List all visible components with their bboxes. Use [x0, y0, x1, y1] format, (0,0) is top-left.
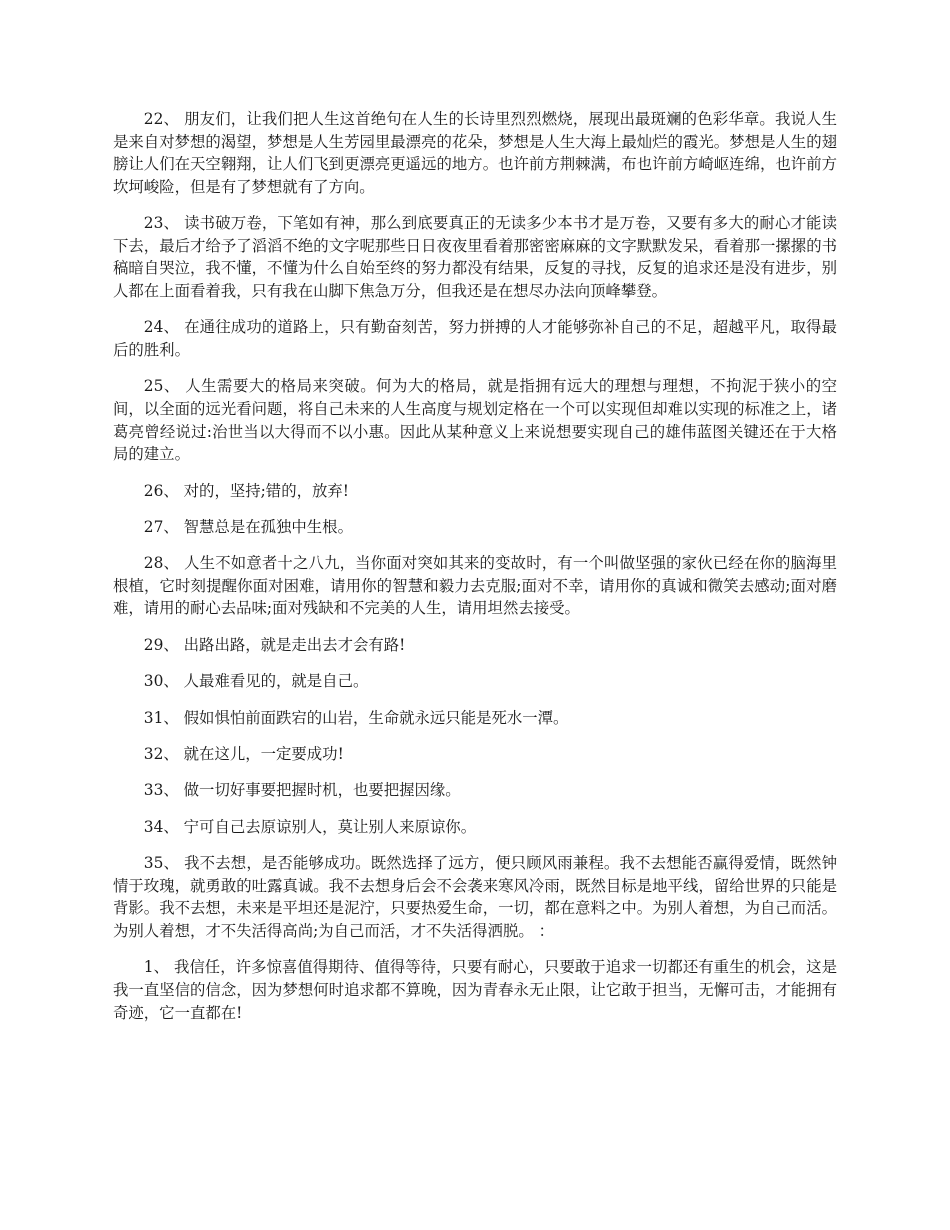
- paragraph-24: 24、 在通往成功的道路上，只有勤奋刻苦，努力拼搏的人才能够弥补自己的不足，超越平凡，取得最后的胜利。: [113, 318, 837, 359]
- paragraph-26: 26、 对的，坚持;错的，放弃!: [143, 481, 349, 500]
- paragraph-35: 35、 我不去想，是否能够成功。既然选择了远方，便只顾风雨兼程。我不去想能否赢得爱情，既然钟情于玫瑰，就勇敢的吐露真诚。我不去想身后会不会袭来寒风冷雨，既然目标是地平线，留给世界的只能是背影。我不去想，未来是平坦还是泥泞，只要热爱生命，一切，都在意料之中。为别人着想，为自己而活。为别人着想，才不失活得高尚;为自己而活，才不失活得洒脱。 ：: [113, 854, 837, 940]
- paragraph-22: 22、 朋友们，让我们把人生这首绝句在人生的长诗里烈烈燃烧，展现出最斑斓的色彩华章。我说人生是来自对梦想的渴望，梦想是人生芳园里最漂亮的花朵，梦想是人生大海上最灿烂的霞光。梦想是人生的翅膀让人们在天空翱翔，让人们飞到更漂亮更遥远的地方。也许前方荆棘满，布也许前方崎岖连绵，也许前方坎坷峻险，但是有了梦想就有了方向。: [113, 110, 837, 196]
- paragraph-34: 34、 宁可自己去原谅别人，莫让别人来原谅你。: [143, 817, 477, 836]
- paragraph-29: 29、 出路出路，就是走出去才会有路!: [143, 635, 406, 654]
- paragraph-28: 28、 人生不如意者十之八九，当你面对突如其来的变故时，有一个叫做坚强的家伙已经在你的脑海里根植，它时刻提醒你面对困难，请用你的智慧和毅力去克服;面对不幸，请用你的真诚和微笑去感动;面对磨难，请用的耐心去品味;面对残缺和不完美的人生，请用坦然去接受。: [113, 554, 837, 618]
- paragraph-1: 1、 我信任，许多惊喜值得期待、值得等待，只要有耐心，只要敢于追求一切都还有重生的机会，这是我一直坚信的信念，因为梦想何时追求都不算晚，因为青春永无止限，让它敢于担当，无懈可击，才能拥有奇迹，它一直都在!: [113, 958, 837, 1022]
- paragraph-25: 25、 人生需要大的格局来突破。何为大的格局，就是指拥有远大的理想与理想，不拘泥于狭小的空间，以全面的远光看问题，将自己未来的人生高度与规划定格在一个可以实现但却难以实现的标准之上，诸葛亮曾经说过:治世当以大得而不以小惠。因此从某种意义上来说想要实现自己的雄伟蓝图关键还在于大格局的建立。: [113, 377, 837, 464]
- paragraph-33: 33、 做一切好事要把握时机，也要把握因缘。: [143, 781, 461, 800]
- paragraph-32: 32、 就在这儿，一定要成功!: [143, 745, 344, 764]
- paragraph-23: 23、 读书破万卷，下笔如有神，那么到底要真正的无读多少本书才是万卷，又要有多大的耐心才能读下去，最后才给予了滔滔不绝的文字呢那些日日夜夜里看着那密密麻麻的文字默默发呆，看着那一摞摞的书稿暗自哭泣，我不懂，不懂为什么自始至终的努力都没有结果，反复的寻找，反复的追求还是没有进步，别人都在上面看着我，只有我在山脚下焦急万分，但我还是在想尽办法向顶峰攀登。: [113, 214, 837, 300]
- paragraph-30: 30、 人最难看见的，就是自己。: [143, 672, 369, 691]
- paragraph-31: 31、 假如惧怕前面跌宕的山岩，生命就永远只能是死水一潭。: [143, 708, 569, 727]
- document-body: [113, 108, 837, 1038]
- paragraph-27: 27、 智慧总是在孤独中生根。: [143, 517, 353, 536]
